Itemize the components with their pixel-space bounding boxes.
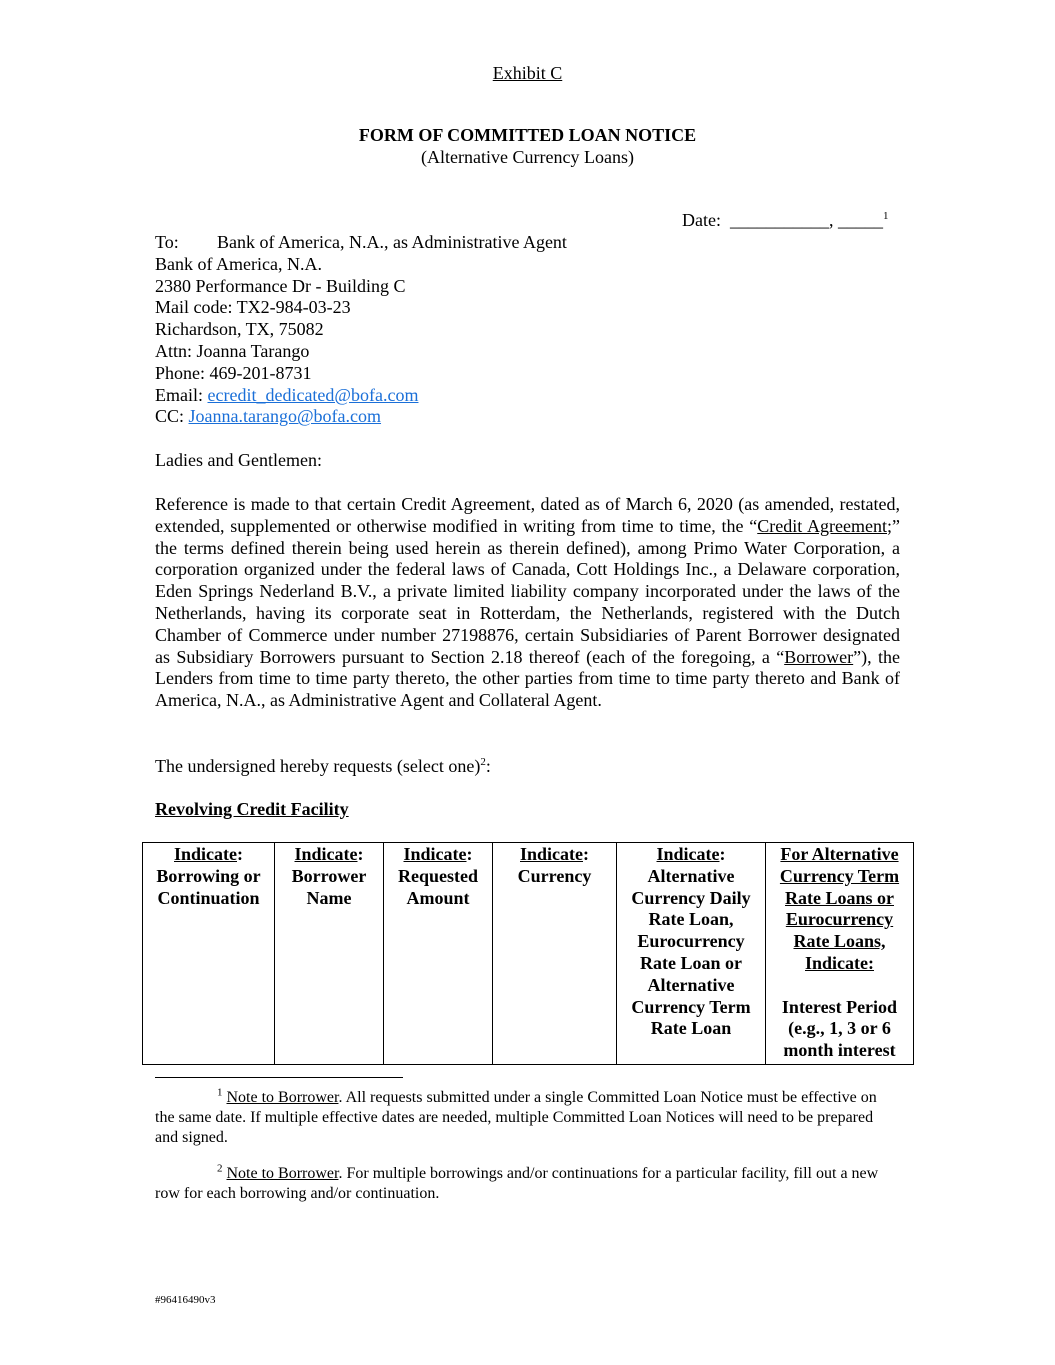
column-header: Indicate: Currency <box>493 843 617 1065</box>
footnote-2 <box>155 1164 900 1204</box>
header-text: Borrowing or Continuation <box>156 865 261 908</box>
cc-line <box>155 406 900 428</box>
email-label: Email: <box>155 384 203 405</box>
request-text: The undersigned hereby requests (select one) <box>155 756 481 776</box>
cc-email-link[interactable]: Joanna.tarango@bofa.com <box>188 406 382 427</box>
footnote-label: Note to Borrower <box>226 1165 339 1182</box>
column-header: Indicate: Borrower Name <box>275 843 384 1065</box>
section-heading: Revolving Credit Facility <box>155 799 349 819</box>
address-line: 2380 Performance Dr - Building C <box>155 275 406 296</box>
header-label: For Alternative Currency Term Rate Loans or Eurocurrency Rate Loans, Indicate: <box>779 844 900 973</box>
exhibit-label: Exhibit C <box>492 63 563 83</box>
paragraph-text: Reference is made to that certain Credit Agreement, dated as of March 6, 2020 (as amended, restated, extended, supplemented or otherwise modified in writing from time to time, the “ <box>155 494 900 536</box>
document-id: #96416490v3 <box>155 1294 216 1306</box>
column-header: Indicate: Borrowing or Continuation <box>143 843 275 1065</box>
revolving-credit-table <box>142 842 914 1065</box>
header-text: Currency <box>517 865 592 886</box>
footnote-1 <box>155 1088 900 1148</box>
form-subtitle: (Alternative Currency Loans) <box>421 147 634 167</box>
column-header: Indicate: Alternative Currency Daily Rate Loan, Eurocurrency Rate Loan or Alternative Currency Term Rate Loan <box>617 843 766 1065</box>
paragraph-text: ”), the Lenders from time to time party thereto, the other parties from time to time party thereto and Bank of America, N.A., as Administrative Agent and Collateral Agent. <box>155 646 900 711</box>
footnote-separator <box>155 1077 403 1078</box>
header-text: Requested Amount <box>398 865 478 908</box>
email-line <box>155 385 900 407</box>
address-line: Phone: 469-201-8731 <box>155 362 312 383</box>
header-label: Indicate <box>174 844 237 864</box>
defined-term-borrower: Borrower <box>784 646 854 667</box>
to-line <box>155 232 900 254</box>
address-line: Mail code: TX2-984-03-23 <box>155 297 351 318</box>
footnote-number: 2 <box>217 1162 223 1175</box>
header-text: Alternative Currency Daily Rate Loan, Eurocurrency Rate Loan or Alternative Currency Term Rate Loan <box>631 865 751 1039</box>
email-link[interactable]: ecredit_dedicated@bofa.com <box>207 384 419 405</box>
address-line: Attn: Joanna Tarango <box>155 340 310 361</box>
header-label: Indicate <box>403 844 467 864</box>
request-colon: : <box>485 756 491 776</box>
to-label: To: <box>155 232 179 252</box>
column-header <box>766 843 914 1065</box>
date-label: Date: <box>682 210 721 230</box>
date-blank[interactable]: ___________, _____ <box>729 210 883 230</box>
header-text: Borrower Name <box>291 865 367 908</box>
address-line: Bank of America, N.A. <box>155 253 322 274</box>
footnote-ref-1: 1 <box>882 210 889 222</box>
footnote-number: 1 <box>217 1086 223 1099</box>
addressee-block <box>155 232 900 428</box>
footnote-text: . All requests submitted under a single Committed Loan Notice must be effective on the same date. If multiple effective dates are needed, multiple Committed Loan Notices will need to be prepared and signed. <box>155 1089 877 1146</box>
cc-label: CC: <box>155 406 185 427</box>
date-line <box>682 210 888 232</box>
footnote-ref-2: 2 <box>480 756 486 768</box>
header-label: Indicate <box>294 844 358 864</box>
to-value: Bank of America, N.A., as Administrative Agent <box>217 232 567 252</box>
table-header-row <box>143 843 914 1065</box>
form-title: FORM OF COMMITTED LOAN NOTICE <box>358 125 697 145</box>
salutation: Ladies and Gentlemen: <box>155 450 322 470</box>
header-label: Indicate <box>520 844 583 864</box>
header-text: Interest Period (e.g., 1, 3 or 6 month interest <box>781 996 898 1061</box>
request-line <box>155 756 900 778</box>
reference-paragraph <box>155 494 900 712</box>
footnote-text: . For multiple borrowings and/or continuations for a particular facility, fill out a new row for each borrowing and/or continuation. <box>155 1165 879 1202</box>
address-line: Richardson, TX, 75082 <box>155 319 324 340</box>
defined-term-credit-agreement: Credit Agreement <box>757 515 887 536</box>
header-label: Indicate <box>656 844 720 864</box>
footnote-label: Note to Borrower <box>226 1089 339 1106</box>
column-header: Indicate: Requested Amount <box>384 843 493 1065</box>
paragraph-text: ;” the terms defined therein being used herein as therein defined), among Primo Water Corporation, a corporation organized under the federal laws of Canada, Cott Holdings Inc., a Delaware corporation, Eden Springs Nederland B.V., a private limited liability company incorporated under the laws of the Netherlands, having its corporate seat in Rotterdam, the Netherlands, registered with the Dutch Chamber of Commerce under number 27198876, certain Subsidiaries of Parent Borrower designated as Subsidiary Borrowers pursuant to Section 2.18 thereof (each of the foregoing, a “ <box>155 515 900 667</box>
